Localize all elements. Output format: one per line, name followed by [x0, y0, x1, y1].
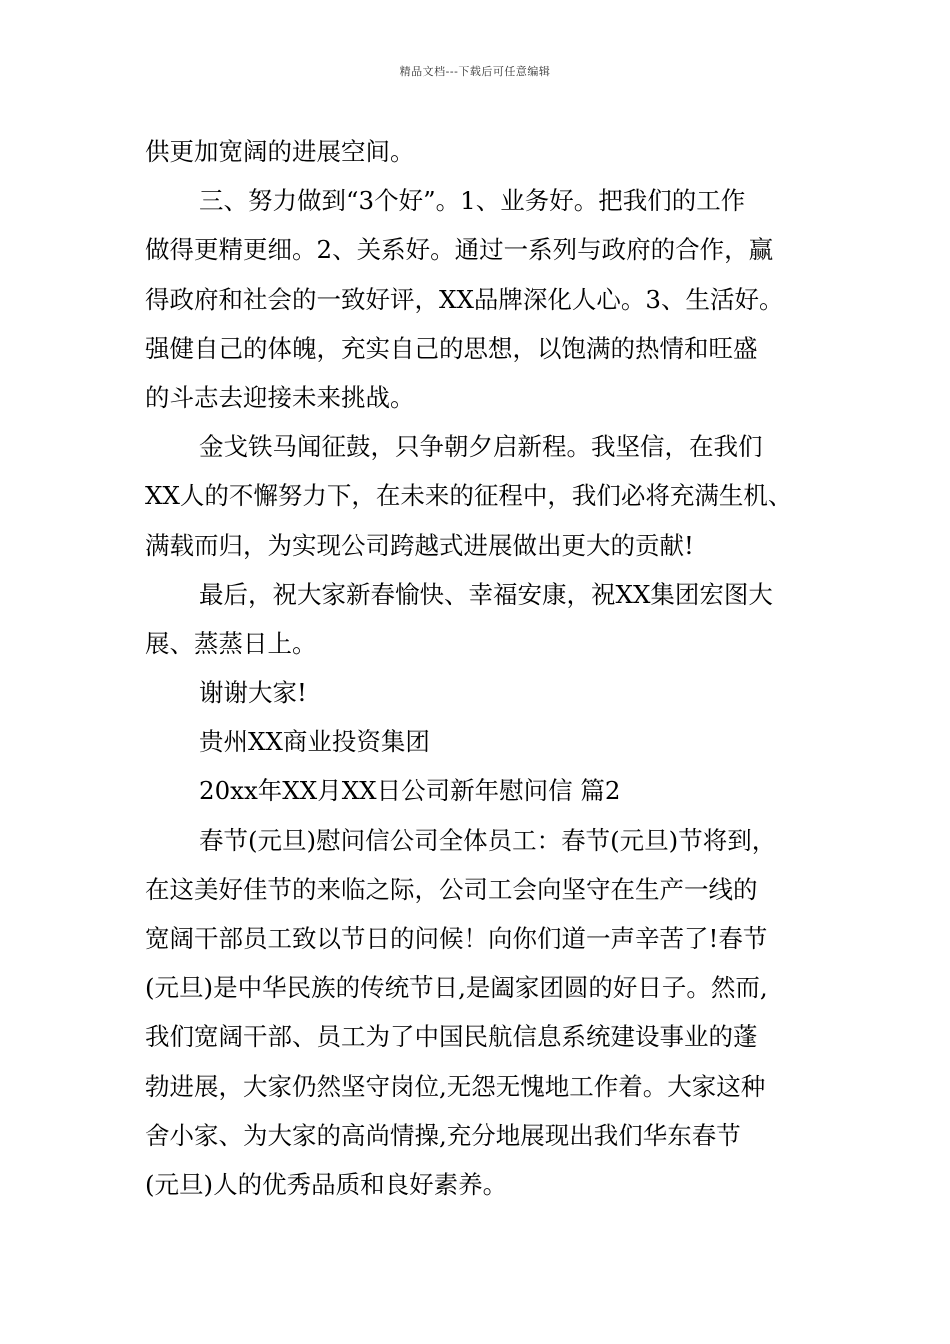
document-body — [145, 127, 825, 1209]
text-line: 做得更精更细。2、关系好。通过一系列与政府的合作，赢 — [145, 235, 774, 265]
text-line: 强健自己的体魄，充实自己的思想，以饱满的热情和旺盛 — [145, 333, 758, 363]
text-line: 展、蒸蒸日上。 — [145, 628, 317, 658]
text-line: 勃进展，大家仍然坚守岗位,无怨无愧地工作着。大家这种 — [145, 1071, 766, 1101]
text-line: XX人的不懈努力下，在未来的征程中，我们必将充满生机、 — [145, 481, 793, 511]
text-line: (元旦)人的优秀品质和良好素养。 — [145, 1169, 508, 1199]
paragraph-first-line: 春节(元旦)慰问信公司全体员工：春节(元旦)节将到， — [199, 825, 777, 855]
text-line: 舍小家、为大家的高尚情操,充分地展现出我们华东春节 — [145, 1120, 741, 1150]
text-line: 我们宽阔干部、员工为了中国民航信息系统建设事业的蓬 — [145, 1022, 758, 1052]
text-line: (元旦)是中华民族的传统节日,是阖家团圆的好日子。然而, — [145, 973, 768, 1003]
text-line: 得政府和社会的一致好评，XX品牌深化人心。3、生活好。 — [145, 284, 784, 314]
paragraph-first-line: 三、努力做到“3个好”。1、业务好。把我们的工作 — [199, 186, 746, 216]
text-line: 的斗志去迎接未来挑战。 — [145, 382, 415, 412]
text-line: 满载而归，为实现公司跨越式进展做出更大的贡献! — [145, 530, 694, 560]
text-line: 在这美好佳节的来临之际，公司工会向坚守在生产一线的 — [145, 874, 758, 904]
closing-thanks: 谢谢大家! — [199, 678, 307, 708]
signature-organization: 贵州XX商业投资集团 — [199, 727, 430, 757]
text-line: 宽阔干部员工致以节日的问候！向你们道一声辛苦了!春节 — [145, 924, 768, 953]
text-line: 供更加宽阔的进展空间。 — [145, 137, 415, 166]
paragraph-first-line: 金戈铁马闻征鼓，只争朝夕启新程。我坚信，在我们 — [199, 432, 763, 462]
page-header: 精品文档---下载后可任意编辑 — [399, 65, 551, 78]
section-title: 20xx年XX月XX日公司新年慰问信 篇2 — [199, 776, 621, 806]
paragraph-first-line: 最后，祝大家新春愉快、幸福安康，祝XX集团宏图大 — [199, 579, 773, 609]
